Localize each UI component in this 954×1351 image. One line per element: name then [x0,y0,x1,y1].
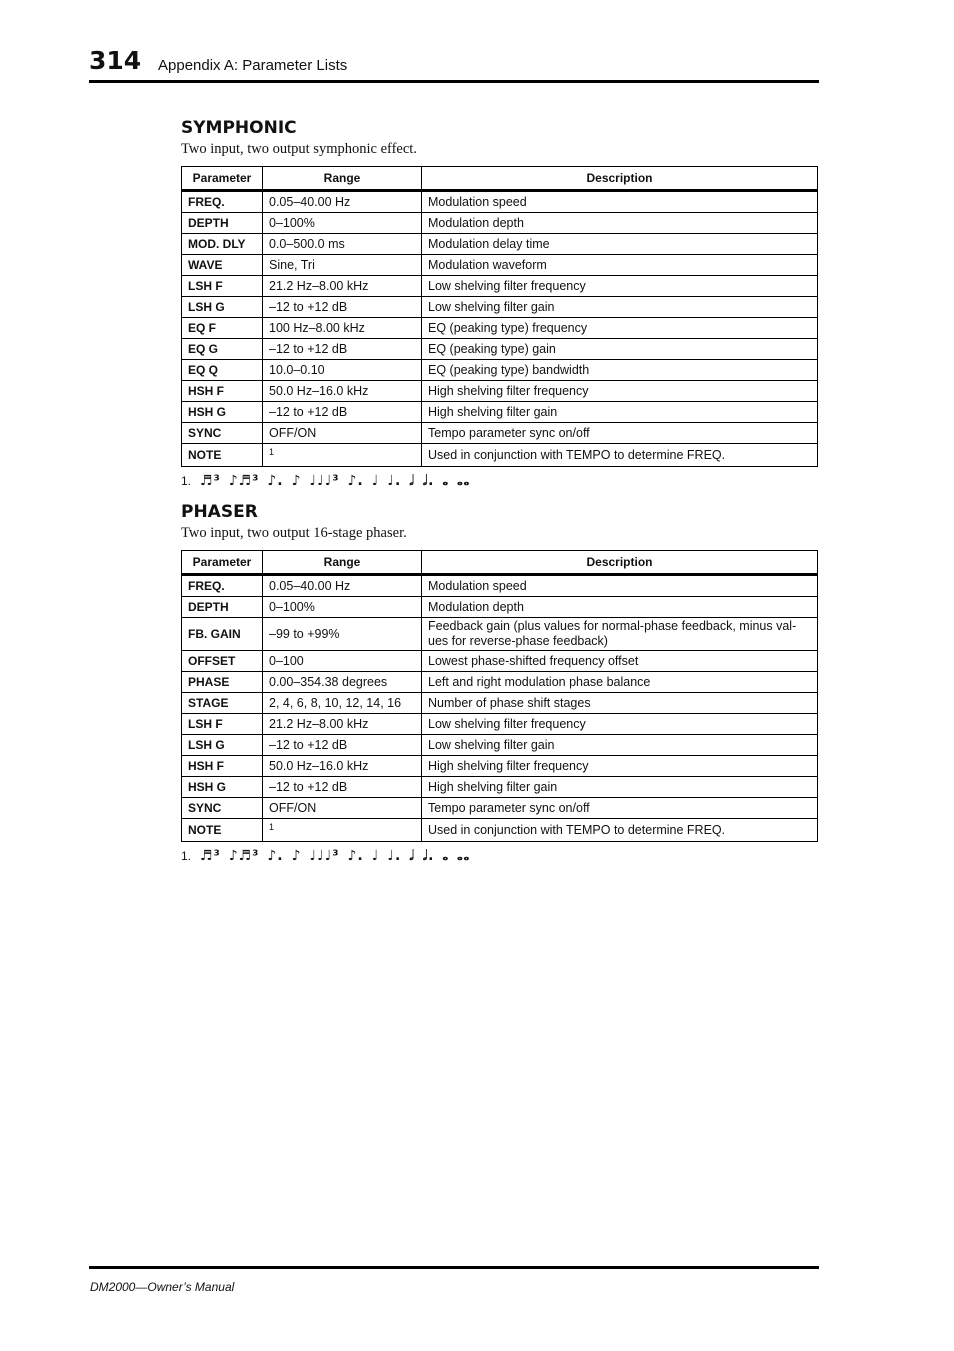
table-row [182,339,818,360]
description-cell: EQ (peaking type) frequency [422,318,818,339]
range-cell: 0.05–40.00 Hz [263,575,422,597]
table-row [182,360,818,381]
range-cell: 0–100 [263,651,422,672]
range-cell: 0.00–354.38 degrees [263,672,422,693]
section-phaser [181,501,818,864]
note-value-glyph: ♩ [371,848,380,864]
description-cell: EQ (peaking type) gain [422,339,818,360]
range-cell: –99 to +99% [263,618,422,651]
description-cell: High shelving filter frequency [422,756,818,777]
table-row [182,213,818,234]
page-number: 314 [89,46,142,75]
note-value-glyph: ♩. [387,848,402,864]
description-cell: Modulation depth [422,597,818,618]
range-cell: 1 [263,819,422,842]
table-row [182,297,818,318]
column-header-description: Description [422,167,818,191]
note-value-glyph: ♩. [387,473,402,489]
note-value-glyph: ♪♬³ [228,473,260,489]
table-row [182,777,818,798]
range-cell: OFF/ON [263,798,422,819]
range-cell: –12 to +12 dB [263,735,422,756]
table-row [182,402,818,423]
section-symphonic [181,117,818,489]
footer-manual-title: DM2000—Owner’s Manual [90,1280,235,1294]
section-description: Two input, two output symphonic effect. [181,141,417,157]
note-value-glyph: ♩ [371,473,380,489]
column-header-range: Range [263,167,422,191]
range-cell: 100 Hz–8.00 kHz [263,318,422,339]
table-row [182,597,818,618]
column-header-range: Range [263,551,422,575]
range-cell: OFF/ON [263,423,422,444]
description-cell: High shelving filter frequency [422,381,818,402]
parameter-name-cell: LSH G [182,297,263,318]
description-cell: Tempo parameter sync on/off [422,798,818,819]
note-value-glyph: ♬³ [200,848,221,864]
description-cell: Modulation speed [422,575,818,597]
range-cell: 0.0–500.0 ms [263,234,422,255]
table-row [182,191,818,213]
parameter-name-cell: SYNC [182,423,263,444]
range-cell: 0–100% [263,597,422,618]
note-value-list [200,473,478,489]
footnote-mark: 1. [181,849,192,863]
section-description: Two input, two output 16-stage phaser. [181,525,407,541]
description-cell: Left and right modulation phase balance [422,672,818,693]
column-header-description: Description [422,551,818,575]
note-value-glyph: ♪. [267,848,284,864]
description-cell: Low shelving filter gain [422,735,818,756]
parameter-table [181,166,818,467]
note-value-glyph: ♪. [267,473,284,489]
table-row [182,276,818,297]
column-header-parameter: Parameter [182,167,263,191]
section-title: SYMPHONIC [181,118,297,138]
description-cell: EQ (peaking type) bandwidth [422,360,818,381]
table-row [182,651,818,672]
parameter-name-cell: LSH G [182,735,263,756]
parameter-name-cell: FREQ. [182,191,263,213]
chapter-title: Appendix A: Parameter Lists [158,57,348,74]
table-row [182,423,818,444]
note-value-glyph: ♪. [347,473,364,489]
range-cell: 0.05–40.00 Hz [263,191,422,213]
range-cell: 2, 4, 6, 8, 10, 12, 14, 16 [263,693,422,714]
range-cell: Sine, Tri [263,255,422,276]
note-value-glyph: ♪. [347,848,364,864]
range-cell: –12 to +12 dB [263,402,422,423]
note-value-glyph: ♪ [291,848,302,864]
description-cell: Feedback gain (plus values for normal-phase feedback, minus val-ues for reverse-phase feedback) [422,618,818,651]
table-row [182,255,818,276]
note-value-glyph: ♩♩♩³ [309,473,340,489]
parameter-name-cell: HSH G [182,777,263,798]
range-cell: –12 to +12 dB [263,777,422,798]
table-row [182,693,818,714]
table-row [182,444,818,467]
range-cell: 21.2 Hz–8.00 kHz [263,276,422,297]
range-cell: 0–100% [263,213,422,234]
parameter-name-cell: HSH F [182,381,263,402]
range-cell: 10.0–0.10 [263,360,422,381]
note-value-list [200,848,478,864]
table-row [182,798,818,819]
parameter-name-cell: EQ F [182,318,263,339]
parameter-name-cell: OFFSET [182,651,263,672]
table-row [182,318,818,339]
range-cell: 1 [263,444,422,467]
description-cell: Modulation depth [422,213,818,234]
note-value-glyph: 𝅗𝅥. [422,848,435,864]
description-cell: High shelving filter gain [422,402,818,423]
note-value-glyph: ♩♩♩³ [309,848,340,864]
description-cell: Modulation speed [422,191,818,213]
parameter-name-cell: FREQ. [182,575,263,597]
table-row [182,381,818,402]
table-row [182,819,818,842]
note-value-glyph: 𝅗𝅥. [422,473,435,489]
parameter-name-cell: MOD. DLY [182,234,263,255]
description-cell: Used in conjunction with TEMPO to determine FREQ. [422,819,818,842]
section-title: PHASER [181,502,258,522]
note-value-glyph: 𝅗𝅥 [409,473,415,489]
parameter-name-cell: STAGE [182,693,263,714]
column-header-parameter: Parameter [182,551,263,575]
table-row [182,735,818,756]
note-value-glyph: ♪ [291,473,302,489]
table-row [182,575,818,597]
range-cell: 21.2 Hz–8.00 kHz [263,714,422,735]
table-header-row [182,167,818,191]
range-cell: –12 to +12 dB [263,339,422,360]
parameter-name-cell: PHASE [182,672,263,693]
range-cell: 50.0 Hz–16.0 kHz [263,756,422,777]
parameter-name-cell: LSH F [182,276,263,297]
range-cell: –12 to +12 dB [263,297,422,318]
note-value-glyph: 𝅝 [442,473,450,489]
parameter-name-cell: HSH F [182,756,263,777]
description-cell: Tempo parameter sync on/off [422,423,818,444]
note-value-glyph: 𝅝 [442,848,450,864]
parameter-name-cell: HSH G [182,402,263,423]
footnote-mark: 1. [181,474,192,488]
description-cell: High shelving filter gain [422,777,818,798]
header-rule [89,80,819,83]
parameter-name-cell: DEPTH [182,213,263,234]
range-cell: 50.0 Hz–16.0 kHz [263,381,422,402]
table-row [182,234,818,255]
parameter-name-cell: SYNC [182,798,263,819]
description-cell: Low shelving filter frequency [422,276,818,297]
footnote [181,848,818,864]
description-cell: Used in conjunction with TEMPO to determine FREQ. [422,444,818,467]
parameter-name-cell: EQ Q [182,360,263,381]
footnote [181,473,818,489]
table-row [182,672,818,693]
note-value-glyph: 𝅝𝅝 [457,848,471,864]
description-cell: Low shelving filter gain [422,297,818,318]
table-row [182,714,818,735]
description-cell: Low shelving filter frequency [422,714,818,735]
table-row [182,618,818,651]
note-value-glyph: 𝅗𝅥 [409,848,415,864]
parameter-name-cell: EQ G [182,339,263,360]
description-cell: Lowest phase-shifted frequency offset [422,651,818,672]
note-value-glyph: ♪♬³ [228,848,260,864]
description-cell: Modulation delay time [422,234,818,255]
parameter-name-cell: NOTE [182,444,263,467]
footer-rule [89,1266,819,1269]
table-header-row [182,551,818,575]
parameter-table [181,550,818,842]
parameter-name-cell: DEPTH [182,597,263,618]
parameter-name-cell: WAVE [182,255,263,276]
description-cell: Modulation waveform [422,255,818,276]
parameter-name-cell: NOTE [182,819,263,842]
note-value-glyph: ♬³ [200,473,221,489]
table-row [182,756,818,777]
parameter-name-cell: LSH F [182,714,263,735]
description-cell: Number of phase shift stages [422,693,818,714]
parameter-name-cell: FB. GAIN [182,618,263,651]
note-value-glyph: 𝅝𝅝 [457,473,471,489]
